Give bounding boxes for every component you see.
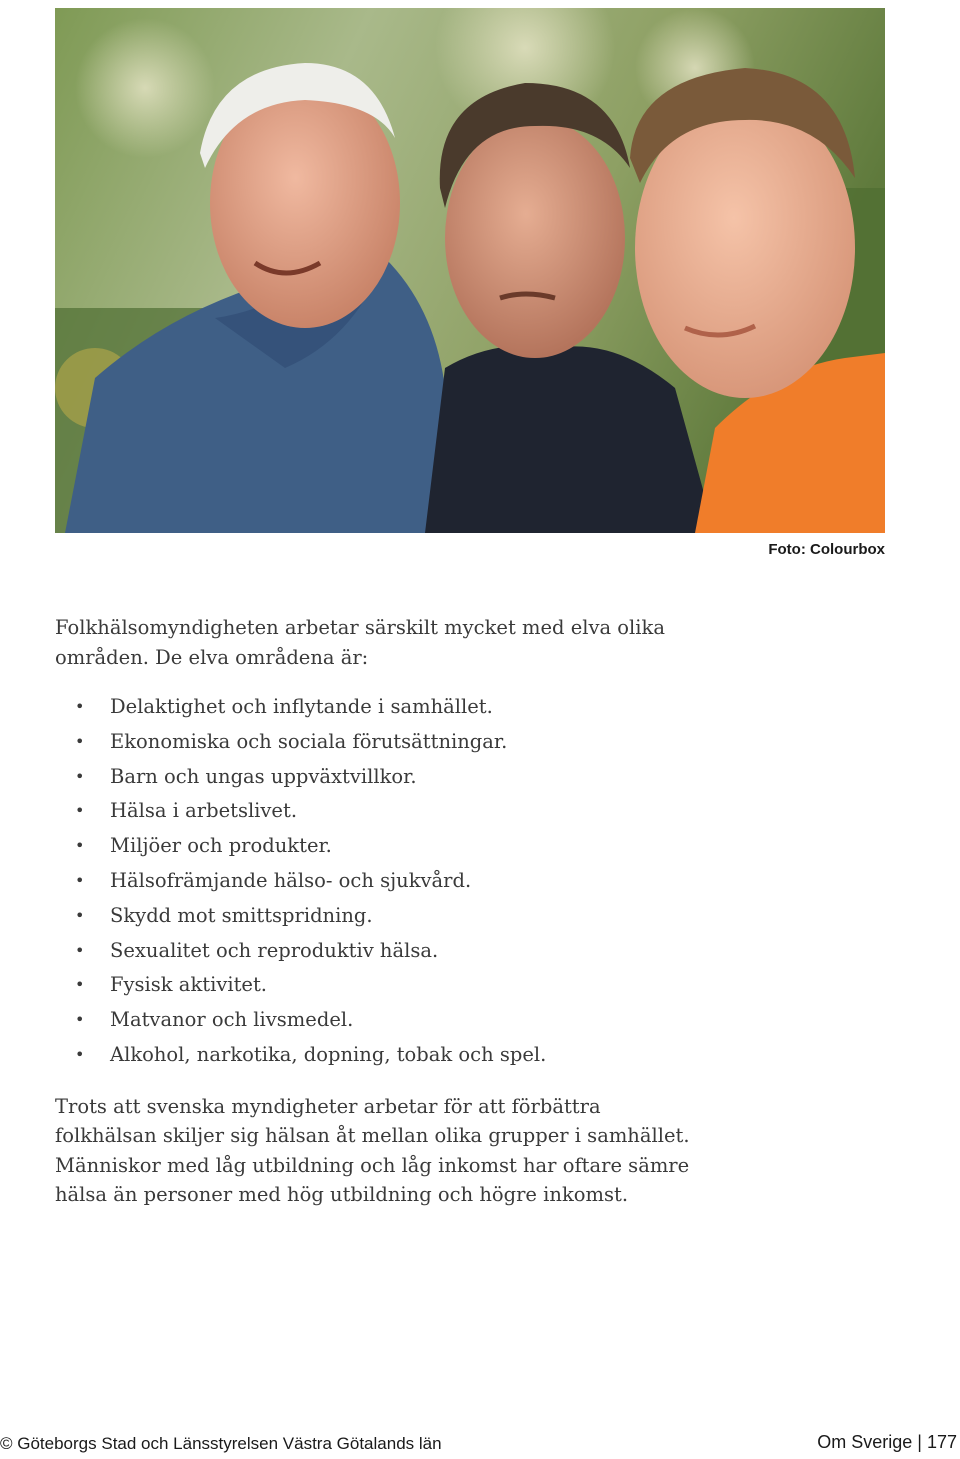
list-item: • Matvanor och livsmedel.	[55, 1005, 546, 1040]
health-inequality-paragraph: Trots att svenska myndigheter arbetar för att förbättra folkhälsan skiljer sig hälsan åt mellan olika grupper i samhället. Människor med låg utbildning och låg inkomst har oftare sämre hälsa än personer med hög utbildning och högre inkomst.	[55, 1095, 690, 1206]
footer-separator: |	[917, 1432, 927, 1452]
footer-page-info	[817, 1432, 957, 1453]
list-item: • Delaktighet och inflytande i samhället.	[55, 692, 546, 727]
list-item: • Ekonomiska och sociala förutsättningar.	[55, 727, 546, 762]
list-item: • Hälsofrämjande hälso- och sjukvård.	[55, 866, 546, 901]
list-item: • Skydd mot smittspridning.	[55, 901, 546, 936]
intro-paragraph: Folkhälsomyndigheten arbetar särskilt mycket med elva olika områden. De elva områdena är:	[55, 616, 665, 669]
list-item: • Sexualitet och reproduktiv hälsa.	[55, 936, 546, 971]
footer-copyright: © Göteborgs Stad och Länsstyrelsen Västra Götalands län	[0, 1434, 442, 1453]
book-title: Om Sverige	[817, 1432, 913, 1452]
photo-credit: Foto: Colourbox	[768, 541, 885, 558]
list-item: • Hälsa i arbetslivet.	[55, 796, 546, 831]
list-item: • Miljöer och produkter.	[55, 831, 546, 866]
list-item: • Fysisk aktivitet.	[55, 970, 546, 1005]
photo-three-men	[55, 8, 885, 533]
public-health-areas-list	[55, 692, 546, 1075]
page-number: 177	[926, 1432, 957, 1452]
list-item: • Barn och ungas uppväxtvillkor.	[55, 762, 546, 797]
list-item: • Alkohol, narkotika, dopning, tobak och spel.	[55, 1040, 546, 1075]
